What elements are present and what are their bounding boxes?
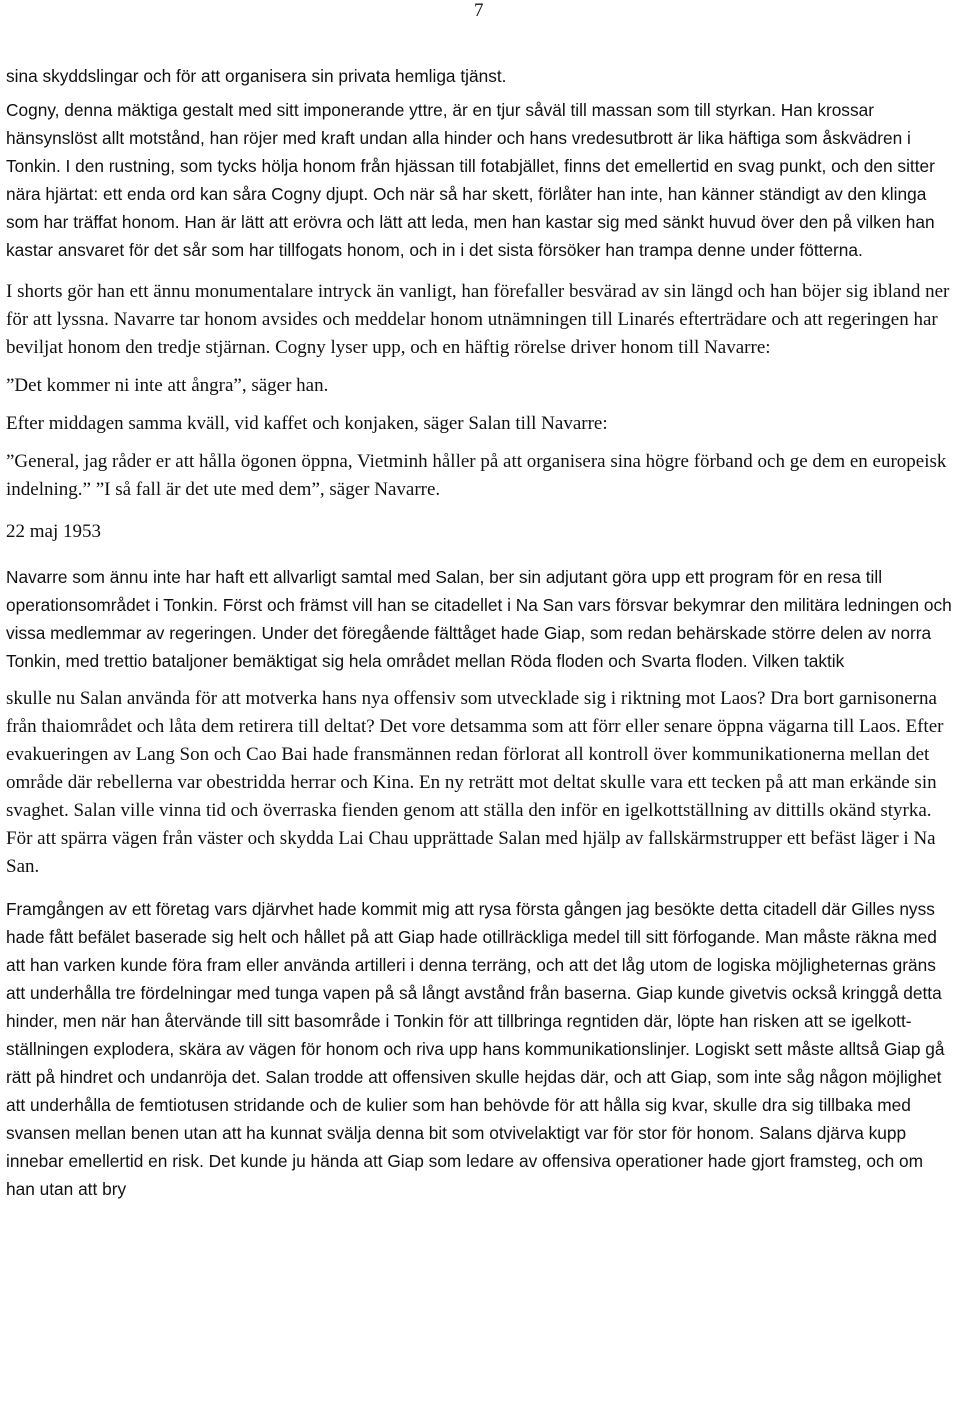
paragraph-9: Framgången av ett företag vars djärvhet hade kommit mig att rysa första gången jag besökte detta citadell där Gilles nyss hade fått befälet baserade sig helt och hållet på att Giap hade otillräckliga medel till sitt förfogande. Man måste räkna med att han varken kunde föra fram eller använda artilleri i denna terräng, och att det låg utom de logiska möjligheternas gräns att underhålla tre fördelningar med tunga vapen på så långt avstånd från baserna. Giap kunde givetvis också kringgå detta hinder, men när han återvände till sitt basområde i Tonkin för att tillbringa regntiden där, löpte han risken att se igelkott-ställningen explodera, skära av vägen för honom och riva upp hans kommunikationslinjer. Logiskt sett måste alltså Giap gå rätt på hindret och undanröja det. Salan trodde att offensiven skulle hejdas där, och att Giap, som inte såg någon möjlighet att underhålla de femtiotusen stridande och de kulier som han behövde för att hålla sig kvar, skulle dra sig tillbaka med svansen mellan benen utan att ha kunnat svälja denna bit som otvivelaktigt var för stor för honom. Salans djärva kupp innebar emellertid en risk. Det kunde ju hända att Giap som ledare av offensiva operationer hade gjort framsteg, och om han utan att bry [6,899,945,1199]
paragraph-3: I shorts gör han ett ännu monumentalare intryck än vanligt, han förefaller besvärad av sin längd och han böjer sig ibland ner för att lyssna. Navarre tar honom avsides och meddelar honom utnämningen till Linarés efterträdare och att regeringen har beviljat honom den tredje stjärnan. Cogny lyser upp, och en häftig rörelse driver honom till Navarre: [6,281,950,358]
date-heading: 22 maj 1953 [6,521,101,542]
paragraph-1: sina skyddslingar och för att organisera sin privata hemliga tjänst. [6,66,507,86]
page-body [6,62,956,1203]
paragraph-7: Navarre som ännu inte har haft ett allvarligt samtal med Salan, ber sin adjutant göra upp ett program för en resa till operationsområdet i Tonkin. Först och främst vill han se citadellet i Na San vars försvar bekymrar den militära ledningen och vissa medlemmar av regeringen. Under det föregående fälttåget hade Giap, som redan behärskade större delen av norra Tonkin, med trettio bataljoner bemäktigat sig hela området mellan Röda floden och Svarta floden. Vilken taktik [6,567,952,671]
paragraph-8: skulle nu Salan använda för att motverka hans nya offensiv som utvecklade sig i riktning mot Laos? Dra bort garnisonerna från thaiområdet och låta dem retirera till deltat? Det vore detsamma som att förr eller senare öppna vägarna till Laos. Efter evakueringen av Lang Son och Cao Bai hade fransmännen redan förlorat all kontroll över kommunikationerna mellan det område där rebellerna var obestridda herrar och Kina. En ny reträtt mot deltat skulle vara ett tecken på att man erkände sin svaghet. Salan ville vinna tid och överraska fienden genom att ställa den inför en igelkottställning av dittills okänd styrka. För att spärra vägen från väster och skydda Lai Chau upprättade Salan med hjälp av fallskärmstrupper ett befäst läger i Na San. [6,688,944,877]
paragraph-2: Cogny, denna mäktiga gestalt med sitt imponerande yttre, är en tjur såväl till massan som till styrkan. Han krossar hänsynslöst allt motstånd, han röjer med kraft undan alla hinder och hans vredesutbrott är lika häftiga som åskvädren i Tonkin. I den rustning, som tycks hölja honom från hjässan till fotabjället, finns det emellertid en svag punkt, och den sitter nära hjärtat: ett enda ord kan såra Cogny djupt. Och när så har skett, förlåter han inte, han känner ständigt av den klinga som har träffat honom. Han är lätt att erövra och lätt att leda, men han kastar sig med sänkt huvud över den på vilken han kastar ansvaret för det sår som har tillfogats honom, och in i det sista försöker han trampa denne under fötterna. [6,100,935,260]
page-number: 7 [474,0,484,21]
paragraph-6: ”General, jag råder er att hålla ögonen öppna, Vietminh håller på att organisera sina högre förband och ge dem en europeisk indelning.” ”I så fall är det ute med dem”, säger Navarre. [6,451,947,500]
paragraph-4: ”Det kommer ni inte att ångra”, säger han. [6,375,329,396]
paragraph-5: Efter middagen samma kväll, vid kaffet och konjaken, säger Salan till Navarre: [6,413,608,434]
